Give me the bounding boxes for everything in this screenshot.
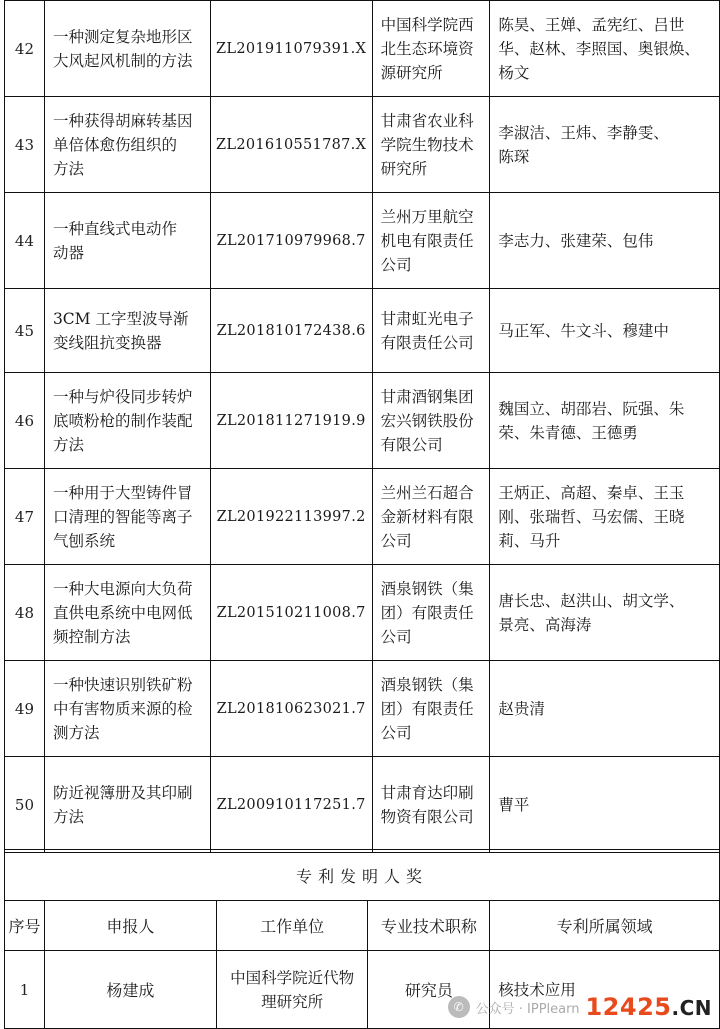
row-number: 49	[5, 661, 45, 757]
row-number: 42	[5, 1, 45, 97]
table-row	[5, 565, 720, 661]
row-number: 50	[5, 757, 45, 853]
patent-holder: 中国科学院西 北生态环境资 源研究所	[380, 15, 474, 82]
patent-name: 防近视簿册及其印刷 方法	[52, 783, 193, 826]
inventors: 李淑洁、王炜、李静雯、 陈琛	[498, 123, 669, 166]
patent-holder: 甘肃省农业科 学院生物技术 研究所	[380, 111, 474, 178]
patent-name: 一种直线式电动作 动器	[52, 219, 177, 262]
header-applicant: 申报人	[44, 901, 216, 951]
header-unit: 工作单位	[216, 901, 368, 951]
table-row	[5, 373, 720, 469]
patent-name: 一种快速识别铁矿粉 中有害物质来源的检 测方法	[52, 675, 193, 742]
patent-number: ZL200910117251.7	[210, 757, 372, 853]
inventors: 魏国立、胡邵岩、阮强、朱 荣、朱青德、王德勇	[498, 399, 685, 442]
inventors: 马正军、牛文斗、穆建中	[498, 321, 669, 340]
section-title: 专利发明人奖	[5, 850, 720, 901]
patent-holder: 甘肃酒钢集团 宏兴钢铁股份 有限公司	[380, 387, 474, 454]
patent-number: ZL201610551787.X	[210, 97, 372, 193]
inventors: 赵贵清	[498, 699, 545, 718]
row-number: 47	[5, 469, 45, 565]
row-number: 48	[5, 565, 45, 661]
patent-name: 一种大电源向大负荷 直供电系统中电网低 频控制方法	[52, 579, 193, 646]
patent-holder: 甘肃育达印刷 物资有限公司	[380, 783, 474, 826]
row-number: 45	[5, 289, 45, 373]
patent-name: 一种与炉役同步转炉 底喷粉枪的制作装配 方法	[52, 387, 193, 454]
table-row	[5, 97, 720, 193]
table-row	[5, 469, 720, 565]
wechat-icon: ✆	[448, 996, 470, 1018]
inventors: 唐长忠、赵洪山、胡文学、 景亮、高海涛	[498, 591, 685, 634]
watermark-site: 12425.CN	[585, 993, 712, 1021]
patent-name: 一种测定复杂地形区 大风起风机制的方法	[52, 27, 193, 70]
inventors: 李志力、张建荣、包伟	[498, 231, 654, 250]
header-field: 专利所属领域	[490, 901, 720, 951]
applicant-name: 杨建成	[44, 951, 216, 1029]
patent-holder: 甘肃虹光电子 有限责任公司	[380, 309, 474, 352]
patent-number: ZL201922113997.2	[210, 469, 372, 565]
table-row	[5, 193, 720, 289]
watermark-account: 公众号 · IPPlearn	[475, 1001, 580, 1017]
header-row	[5, 901, 720, 951]
row-number: 46	[5, 373, 45, 469]
patent-number: ZL201811271919.9	[210, 373, 372, 469]
inventors: 王炳正、高超、秦卓、王玉 刚、张瑞哲、马宏儒、王晓 莉、马升	[498, 483, 685, 550]
watermark	[448, 993, 712, 1021]
patent-holder: 兰州万里航空 机电有限责任 公司	[380, 207, 474, 274]
table-row	[5, 289, 720, 373]
patent-number: ZL201710979968.7	[210, 193, 372, 289]
patent-name: 3CM 工字型波导渐 变线阻抗变换器	[52, 309, 189, 352]
table-row	[5, 661, 720, 757]
table-row	[5, 757, 720, 853]
professional-title: 研究员	[368, 951, 490, 1029]
header-no: 序号	[5, 901, 45, 951]
patent-name: 一种获得胡麻转基因 单倍体愈伤组织的 方法	[52, 111, 193, 178]
patent-field: 核技术应用	[490, 951, 720, 1029]
inventors: 曹平	[498, 795, 530, 814]
patent-name: 一种用于大型铸件冒 口清理的智能等离子 气刨系统	[52, 483, 193, 550]
row-number: 1	[5, 951, 45, 1029]
patent-table	[4, 0, 720, 853]
patent-number: ZL201911079391.X	[210, 1, 372, 97]
work-unit: 中国科学院近代物 理研究所	[230, 968, 355, 1011]
patent-holder: 酒泉钢铁（集 团）有限责任 公司	[380, 579, 474, 646]
table-row	[5, 1, 720, 97]
patent-holder: 酒泉钢铁（集 团）有限责任 公司	[380, 675, 474, 742]
patent-holder: 兰州兰石超合 金新材料有限 公司	[380, 483, 474, 550]
header-title: 专业技术职称	[368, 901, 490, 951]
patent-number: ZL201810623021.7	[210, 661, 372, 757]
patent-number: ZL201510211008.7	[210, 565, 372, 661]
row-number: 44	[5, 193, 45, 289]
patent-number: ZL201810172438.6	[210, 289, 372, 373]
row-number: 43	[5, 97, 45, 193]
inventors: 陈昊、王婵、孟宪红、吕世 华、赵林、李照国、奥银焕、 杨文	[498, 15, 700, 82]
